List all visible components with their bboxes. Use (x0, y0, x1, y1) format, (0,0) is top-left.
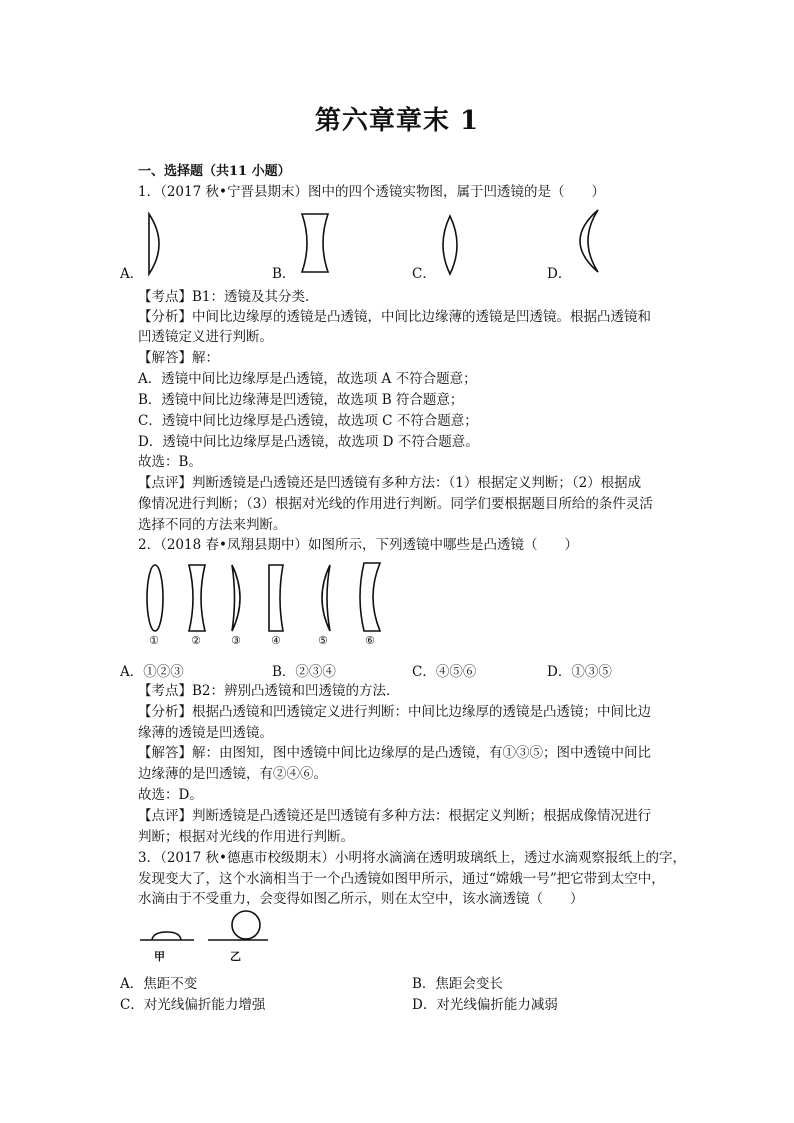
q1-comment-line-3: 选择不同的方法来判断。 (138, 517, 287, 533)
q2-figure-label-4: ④ (271, 634, 281, 647)
q2-analysis-line-1: 【分析】根据凸透镜和凹透镜定义进行判断：中间比边缘厚的透镜是凸透镜；中间比边 (138, 704, 651, 720)
q2-solution-line-2: 边缘薄的是凹透镜，有②④⑥。 (138, 766, 327, 782)
q2-answer: 故选：D。 (138, 787, 203, 803)
q1-stem: 1．（2017 秋•宁晋县期末）图中的四个透镜实物图，属于凹透镜的是（ ） (138, 184, 605, 200)
q2-lens-4-figure (266, 562, 288, 634)
q1-solution-label: 【解答】解： (138, 350, 219, 366)
q2-comment-line-2: 判断；根据对光线的作用进行判断。 (138, 829, 354, 845)
q1-solution-line-b: B．透镜中间比边缘薄是凹透镜，故选项 B 符合题意； (138, 392, 464, 408)
q1-solution-line-c: C．透镜中间比边缘厚是凸透镜，故选项 C 不符合题意； (138, 413, 478, 429)
q1-lens-b-figure (298, 212, 334, 274)
q1-comment-line-2: 像情况进行判断；（3）根据对光线的作用进行判断。同学们要根据题目所给的条件灵活 (138, 496, 653, 512)
q3-stem-line-3: 水滴由于不受重力，会变得如图乙所示，则在太空中，该水滴透镜（ ） (138, 891, 584, 907)
q1-lens-a-figure (145, 212, 171, 276)
q1-solution-line-a: A．透镜中间比边缘厚是凸透镜，故选项 A 不符合题意； (138, 371, 477, 387)
q3-option-b: B．焦距会变长 (412, 976, 503, 992)
q1-option-a: A． (120, 266, 144, 282)
q2-figure-label-3: ③ (231, 634, 241, 647)
q3-drop-jia-figure (138, 924, 198, 944)
q2-lens-6-figure (358, 560, 384, 634)
q3-figure-label-yi: 乙 (230, 950, 241, 963)
q3-stem-line-1: 3．（2017 秋•德惠市校级期末）小明将水滴滴在透明玻璃纸上，透过水滴观察报纸上的字， (138, 850, 686, 866)
q2-comment-line-1: 【点评】判断透镜是凸透镜还是凹透镜有多种方法：根据定义判断；根据成像情况进行 (138, 808, 651, 824)
q2-figure-label-5: ⑤ (318, 634, 328, 647)
q1-lens-d-figure (570, 208, 604, 274)
q2-lens-3-figure (228, 562, 248, 634)
q1-option-d: D． (547, 266, 572, 282)
q2-analysis-line-2: 缘薄的透镜是凹透镜。 (138, 725, 273, 741)
q2-figure-label-2: ② (191, 634, 201, 647)
q2-lens-5-figure (314, 562, 334, 634)
q1-solution-line-d: D．透镜中间比边缘厚是凸透镜，故选项 D 不符合题意。 (138, 434, 479, 450)
q1-kaodian: 【考点】B1：透镜及其分类． (138, 289, 319, 305)
q3-option-d: D．对光线偏折能力减弱 (412, 997, 558, 1013)
q2-figure-label-6: ⑥ (365, 634, 375, 647)
q1-analysis-line-1: 【分析】中间比边缘厚的透镜是凸透镜，中间比边缘薄的透镜是凹透镜。根据凸透镜和 (138, 309, 651, 325)
q3-option-c: C．对光线偏折能力增强 (120, 997, 266, 1013)
q2-figure-label-1: ① (149, 634, 159, 647)
q2-option-a: A．①②③ (120, 664, 184, 680)
section-heading: 一、选择题（共11 小题） (138, 164, 291, 179)
q2-lens-2-figure (186, 562, 208, 634)
page-title: 第六章章末 1 (314, 106, 480, 136)
q1-analysis-line-2: 凹透镜定义进行判断。 (138, 329, 273, 345)
q1-option-b: B． (272, 266, 296, 282)
q2-solution-line-1: 【解答】解：由图知，图中透镜中间比边缘厚的是凸透镜，有①③⑤；图中透镜中间比 (138, 745, 651, 761)
q1-comment-line-1: 【点评】判断透镜是凸透镜还是凹透镜有多种方法：（1）根据定义判断；（2）根据成 (138, 475, 642, 491)
q3-option-a: A．焦距不变 (120, 976, 198, 992)
q2-lens-1-figure (144, 562, 166, 634)
q2-option-d: D．①③⑤ (547, 664, 612, 680)
q3-stem-line-2: 发现变大了，这个水滴相当于一个凸透镜如图甲所示，通过“嫦娥一号”把它带到太空中， (138, 871, 665, 887)
q2-stem: 2．（2018 春•凤翔县期中）如图所示，下列透镜中哪些是凸透镜（ ） (138, 537, 578, 553)
q3-drop-yi-figure (206, 908, 272, 944)
q1-lens-c-figure (438, 214, 462, 276)
q2-option-b: B．②③④ (272, 664, 336, 680)
q3-figure-label-jia: 甲 (154, 950, 165, 963)
q2-kaodian: 【考点】B2：辨别凸透镜和凹透镜的方法． (138, 683, 400, 699)
q1-option-c: C． (412, 266, 436, 282)
q2-option-c: C．④⑤⑥ (412, 664, 477, 680)
q1-answer: 故选：B。 (138, 454, 202, 470)
